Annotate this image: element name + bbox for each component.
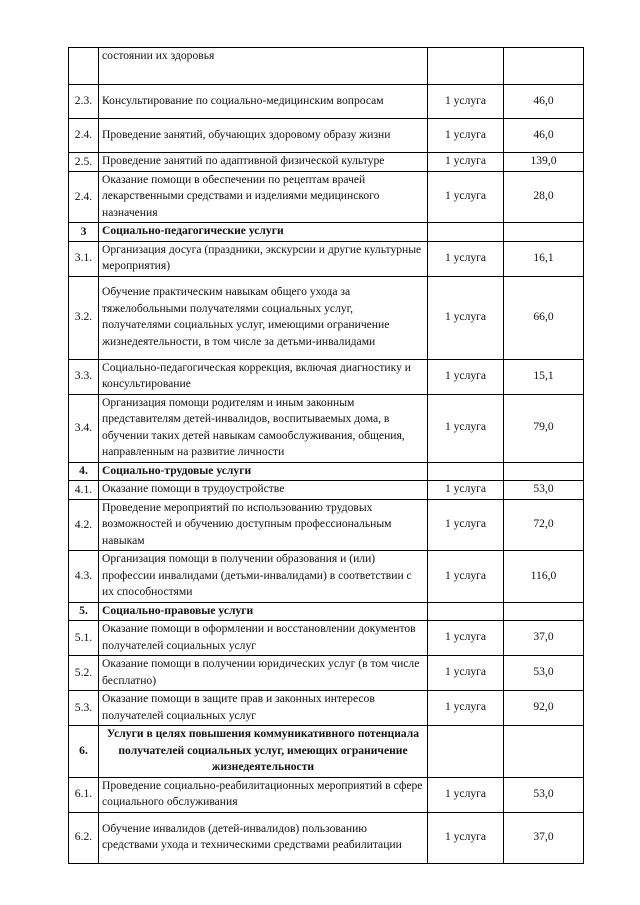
service-price: 53,0: [504, 481, 584, 500]
table-row: [69, 171, 584, 223]
row-number: 3.1.: [69, 241, 99, 276]
table-row: [69, 656, 584, 691]
table-row: [69, 812, 584, 863]
row-number: 5.3.: [69, 691, 99, 726]
row-number: 3: [69, 223, 99, 242]
row-number: 5.: [69, 602, 99, 621]
section-row: [69, 602, 584, 621]
service-name: Оказание помощи в получении юридических услуг (в том числе бесплатно): [99, 656, 428, 691]
service-name: состоянии их здоровья: [99, 48, 428, 85]
service-name: Социально-педагогические услуги: [99, 223, 428, 242]
service-price: 53,0: [504, 777, 584, 812]
unit-of-service: 1 услуга: [428, 359, 504, 394]
service-price: [504, 462, 584, 481]
row-number: 4.: [69, 462, 99, 481]
unit-of-service: [428, 462, 504, 481]
unit-of-service: 1 услуга: [428, 621, 504, 656]
service-name: Оказание помощи в обеспечении по рецептам врачей лекарственными средствами и изделиями медицинского назначения: [99, 171, 428, 223]
unit-of-service: 1 услуга: [428, 656, 504, 691]
service-name: Проведение социально-реабилитационных мероприятий в сфере социального обслуживания: [99, 777, 428, 812]
service-price: 72,0: [504, 499, 584, 551]
service-name: Социально-правовые услуги: [99, 602, 428, 621]
service-price: 92,0: [504, 691, 584, 726]
service-name: Обучение инвалидов (детей-инвалидов) пользованию средствами ухода и техническими средствами реабилитации: [99, 812, 428, 863]
unit-of-service: 1 услуга: [428, 499, 504, 551]
service-price: 139,0: [504, 153, 584, 172]
row-number: 3.3.: [69, 359, 99, 394]
unit-of-service: [428, 48, 504, 85]
table-row: [69, 777, 584, 812]
table-row: [69, 276, 584, 359]
unit-of-service: 1 услуга: [428, 276, 504, 359]
service-price: 28,0: [504, 171, 584, 223]
service-name: Организация помощи в получении образования и (или) профессии инвалидами (детьми-инвалидами) в соответствии с их способностями: [99, 551, 428, 603]
table-body: [69, 48, 584, 864]
service-name: Консультирование по социально-медицинским вопросам: [99, 85, 428, 119]
section-row: [69, 726, 584, 778]
unit-of-service: 1 услуга: [428, 394, 504, 462]
service-name: Оказание помощи в оформлении и восстановлении документов получателей социальных услуг: [99, 621, 428, 656]
service-price: 46,0: [504, 119, 584, 153]
unit-of-service: 1 услуга: [428, 153, 504, 172]
service-price: 37,0: [504, 812, 584, 863]
row-number: [69, 48, 99, 85]
service-price: 15,1: [504, 359, 584, 394]
unit-of-service: 1 услуга: [428, 777, 504, 812]
service-name: Организация досуга (праздники, экскурсии и другие культурные мероприятия): [99, 241, 428, 276]
service-name: Проведение занятий по адаптивной физической культуре: [99, 153, 428, 172]
table-row: [69, 85, 584, 119]
row-number: 2.3.: [69, 85, 99, 119]
service-price: 46,0: [504, 85, 584, 119]
service-name: Проведение мероприятий по использованию трудовых возможностей и обучению доступным профессиональным навыкам: [99, 499, 428, 551]
service-name: Проведение занятий, обучающих здоровому образу жизни: [99, 119, 428, 153]
unit-of-service: 1 услуга: [428, 812, 504, 863]
unit-of-service: 1 услуга: [428, 241, 504, 276]
unit-of-service: 1 услуга: [428, 551, 504, 603]
table-row: [69, 691, 584, 726]
service-price: [504, 223, 584, 242]
service-price: 53,0: [504, 656, 584, 691]
table-row: [69, 359, 584, 394]
row-number: 6.: [69, 726, 99, 778]
row-number: 4.1.: [69, 481, 99, 500]
service-price: 79,0: [504, 394, 584, 462]
row-number: 6.2.: [69, 812, 99, 863]
service-price: 37,0: [504, 621, 584, 656]
row-number: 4.3.: [69, 551, 99, 603]
row-number: 4.2.: [69, 499, 99, 551]
row-number: 6.1.: [69, 777, 99, 812]
section-row: [69, 462, 584, 481]
table-row: [69, 621, 584, 656]
row-number: 3.4.: [69, 394, 99, 462]
service-price: [504, 48, 584, 85]
tariff-table: [68, 47, 584, 864]
table-row: [69, 394, 584, 462]
unit-of-service: 1 услуга: [428, 171, 504, 223]
table-row: [69, 48, 584, 85]
unit-of-service: [428, 726, 504, 778]
service-name: Социально-трудовые услуги: [99, 462, 428, 481]
unit-of-service: [428, 602, 504, 621]
section-row: [69, 223, 584, 242]
service-name: Оказание помощи в трудоустройстве: [99, 481, 428, 500]
row-number: 5.1.: [69, 621, 99, 656]
row-number: 2.4.: [69, 171, 99, 223]
table-row: [69, 241, 584, 276]
service-price: 16,1: [504, 241, 584, 276]
unit-of-service: 1 услуга: [428, 119, 504, 153]
service-price: [504, 726, 584, 778]
service-price: [504, 602, 584, 621]
table-row: [69, 551, 584, 603]
service-name: Услуги в целях повышения коммуникативного потенциала получателей социальных услуг, имеющих ограничение жизнедеятельности: [99, 726, 428, 778]
row-number: 5.2.: [69, 656, 99, 691]
service-name: Обучение практическим навыкам общего ухода за тяжелобольными получателями социальных услуг, получателями социальных услуг, имеющими ограничение жизнедеятельности, в том числе за детьми-инвалидами: [99, 276, 428, 359]
row-number: 2.4.: [69, 119, 99, 153]
service-price: 66,0: [504, 276, 584, 359]
row-number: 3.2.: [69, 276, 99, 359]
unit-of-service: [428, 223, 504, 242]
table-row: [69, 499, 584, 551]
table-row: [69, 119, 584, 153]
table-row: [69, 153, 584, 172]
service-name: Организация помощи родителям и иным законным представителям детей-инвалидов, воспитываемых дома, в обучении таких детей навыкам самообслуживания, общения, направленным на развитие личности: [99, 394, 428, 462]
unit-of-service: 1 услуга: [428, 481, 504, 500]
service-price: 116,0: [504, 551, 584, 603]
table-row: [69, 481, 584, 500]
service-name: Социально-педагогическая коррекция, включая диагностику и консультирование: [99, 359, 428, 394]
unit-of-service: 1 услуга: [428, 691, 504, 726]
unit-of-service: 1 услуга: [428, 85, 504, 119]
row-number: 2.5.: [69, 153, 99, 172]
service-name: Оказание помощи в защите прав и законных интересов получателей социальных услуг: [99, 691, 428, 726]
